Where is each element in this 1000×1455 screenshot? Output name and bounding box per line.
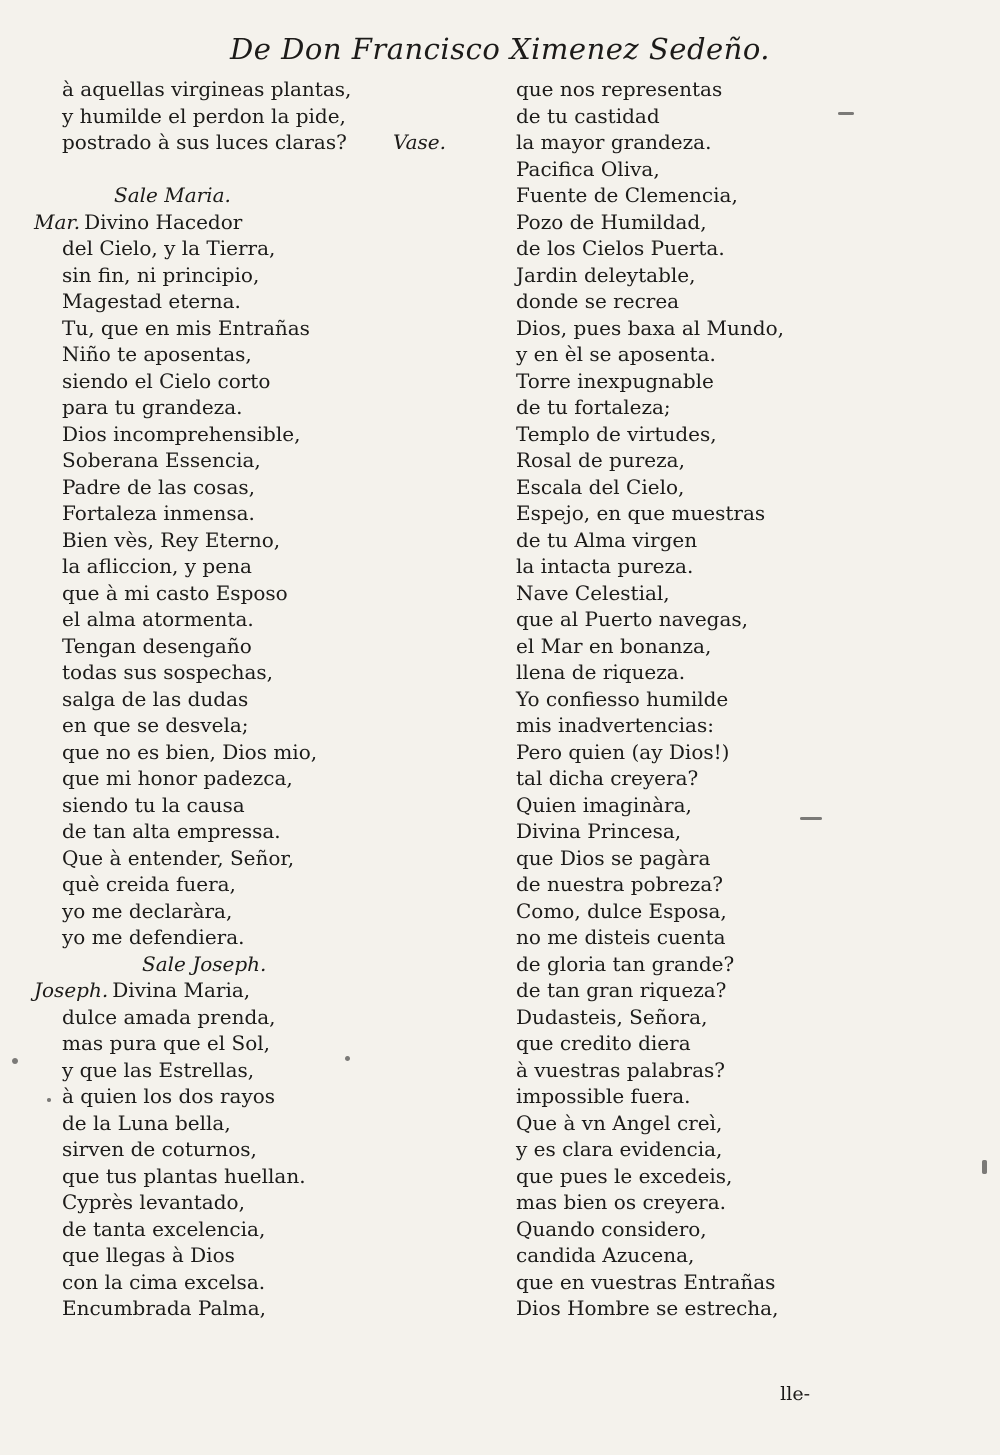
ink-speck (838, 112, 854, 115)
verse-line: que credito diera (516, 1031, 691, 1055)
verse-line: Padre de las cosas, (62, 474, 256, 499)
verse-line: de tanta excelencia, (62, 1216, 266, 1241)
verse-line: para tu grandeza. (62, 395, 243, 419)
verse-line: de nuestra pobreza? (516, 872, 723, 896)
verse-line: Pozo de Humildad, (516, 209, 707, 234)
verse-line: salga de las dudas (62, 686, 249, 711)
verse-line: de tu Alma virgen (516, 527, 698, 552)
verse-line: siendo tu la causa (62, 792, 245, 817)
verse-line: todas sus sospechas, (62, 660, 274, 684)
verse-line: Dios, pues baxa al Mundo, (516, 315, 784, 340)
left-column (34, 76, 484, 1322)
verse-line: Espejo, en que muestras (516, 501, 766, 525)
verse-line: postrado à sus luces claras? Vase. (62, 130, 446, 154)
verse-line: de tan gran riqueza? (516, 978, 727, 1002)
verse-line: con la cima excelsa. (62, 1269, 266, 1294)
verse-line: el alma atormenta. (62, 607, 254, 631)
verse-line: Quien imaginàra, (516, 792, 692, 817)
verse-line: Fortaleza inmensa. (62, 501, 255, 525)
verse-line: Niño te aposentas, (62, 342, 252, 366)
verse-line: y es clara evidencia, (516, 1137, 723, 1161)
page-header: De Don Francisco Ximenez Sedeño. (229, 32, 771, 66)
verse-line: de tan alta empressa. (62, 819, 281, 843)
verse-line: mas bien os creyera. (516, 1190, 727, 1214)
verse-line: Yo confiesso humilde (516, 686, 729, 711)
verse-line: en que se desvela; (62, 713, 249, 737)
verse-line: mis inadvertencias: (516, 713, 714, 737)
verse-line: sin fin, ni principio, (62, 262, 260, 287)
verse-line: que nos representas (516, 77, 723, 101)
stage-direction-exit: Vase. (393, 130, 446, 154)
verse-line: no me disteis cuenta (516, 925, 726, 949)
verse-line: Dios Hombre se estrecha, (516, 1296, 779, 1320)
catchword: lle- (780, 1383, 810, 1405)
verse-line: la intacta pureza. (516, 554, 694, 578)
verse-line: Pero quien (ay Dios!) (516, 739, 730, 764)
verse-line: Templo de virtudes, (516, 421, 717, 446)
verse-line: de tu fortaleza; (516, 395, 671, 419)
ink-speck (47, 1098, 51, 1102)
verse-line: à aquellas virgineas plantas, (62, 77, 352, 101)
verse-line: de la Luna bella, (62, 1110, 231, 1135)
verse-line: à vuestras palabras? (516, 1057, 726, 1082)
stage-direction-entry: Sale Joseph. (142, 951, 267, 976)
verse-line: llena de riqueza. (516, 660, 686, 684)
verse-line: que en vuestras Entrañas (516, 1269, 776, 1294)
verse-line: què creida fuera, (62, 872, 236, 896)
verse-line: la afliccion, y pena (62, 554, 252, 578)
verse-line: Pacifica Oliva, (516, 156, 660, 181)
speaker-label: Mar. (34, 209, 81, 234)
verse-line: de los Cielos Puerta. (516, 236, 725, 260)
speaker-label: Joseph. (34, 978, 109, 1002)
verse-line: impossible fuera. (516, 1084, 691, 1108)
verse-line: yo me declaràra, (62, 898, 233, 923)
stage-direction-entry: Sale Maria. (114, 183, 231, 207)
verse-line: Que à vn Angel creì, (516, 1110, 723, 1135)
verse-line: sirven de coturnos, (62, 1137, 257, 1161)
verse-line: y humilde el perdon la pide, (62, 103, 346, 128)
verse-line: Divina Princesa, (516, 819, 682, 843)
verse-line: Cyprès levantado, (62, 1190, 245, 1214)
verse-line: mas pura que el Sol, (62, 1031, 270, 1055)
verse-line: que al Puerto navegas, (516, 607, 749, 631)
verse-line: Nave Celestial, (516, 580, 670, 605)
verse-line: Magestad eterna. (62, 289, 241, 313)
ink-speck (982, 1160, 987, 1174)
verse-line: Escala del Cielo, (516, 474, 685, 499)
verse-line: de gloria tan grande? (516, 951, 735, 976)
verse-line: yo me defendiera. (62, 925, 245, 949)
verse-line: y en èl se aposenta. (516, 342, 716, 366)
verse-line: Bien vès, Rey Eterno, (62, 527, 281, 552)
verse-line: el Mar en bonanza, (516, 633, 712, 658)
verse-line: de tu castidad (516, 103, 660, 128)
verse-line: que llegas à Dios (62, 1243, 235, 1267)
verse-line: y que las Estrellas, (62, 1057, 255, 1082)
verse-line: Rosal de pureza, (516, 448, 685, 472)
verse-line: que pues le excedeis, (516, 1163, 733, 1188)
verse-line: que à mi casto Esposo (62, 580, 288, 605)
verse-line: la mayor grandeza. (516, 130, 712, 154)
verse-line: siendo el Cielo corto (62, 368, 271, 393)
verse-line: Como, dulce Esposa, (516, 898, 727, 923)
speech-line: Mar. Divino Hacedor (34, 209, 243, 234)
verse-line: que mi honor padezca, (62, 766, 293, 790)
ink-speck (345, 1056, 350, 1061)
verse-line: que tus plantas huellan. (62, 1163, 306, 1188)
verse-line: Jardin deleytable, (516, 262, 696, 287)
verse-line: à quien los dos rayos (62, 1084, 276, 1108)
verse-line: candida Azucena, (516, 1243, 695, 1267)
ink-speck (12, 1058, 18, 1064)
verse-line: Tu, que en mis Entrañas (62, 315, 310, 340)
verse-line: Quando considero, (516, 1216, 707, 1241)
verse-line: Que à entender, Señor, (62, 845, 295, 870)
verse-line: dulce amada prenda, (62, 1004, 276, 1029)
verse-line: del Cielo, y la Tierra, (62, 236, 276, 260)
blank-line (34, 156, 484, 183)
verse-line: Fuente de Clemencia, (516, 183, 738, 207)
verse-line: Dios incomprehensible, (62, 421, 301, 446)
verse-line: Tengan desengaño (62, 633, 252, 658)
ink-speck (800, 817, 822, 820)
right-column (508, 76, 978, 1322)
verse-line: tal dicha creyera? (516, 766, 699, 790)
verse-line: donde se recrea (516, 289, 680, 313)
verse-line: que Dios se pagàra (516, 845, 711, 870)
verse-line: que no es bien, Dios mio, (62, 739, 318, 764)
verse-line: Soberana Essencia, (62, 448, 261, 472)
speech-line: Joseph. Divina Maria, (34, 978, 251, 1002)
verse-line: Dudasteis, Señora, (516, 1004, 708, 1029)
verse-line: Encumbrada Palma, (62, 1296, 267, 1320)
verse-line: Torre inexpugnable (516, 368, 714, 393)
